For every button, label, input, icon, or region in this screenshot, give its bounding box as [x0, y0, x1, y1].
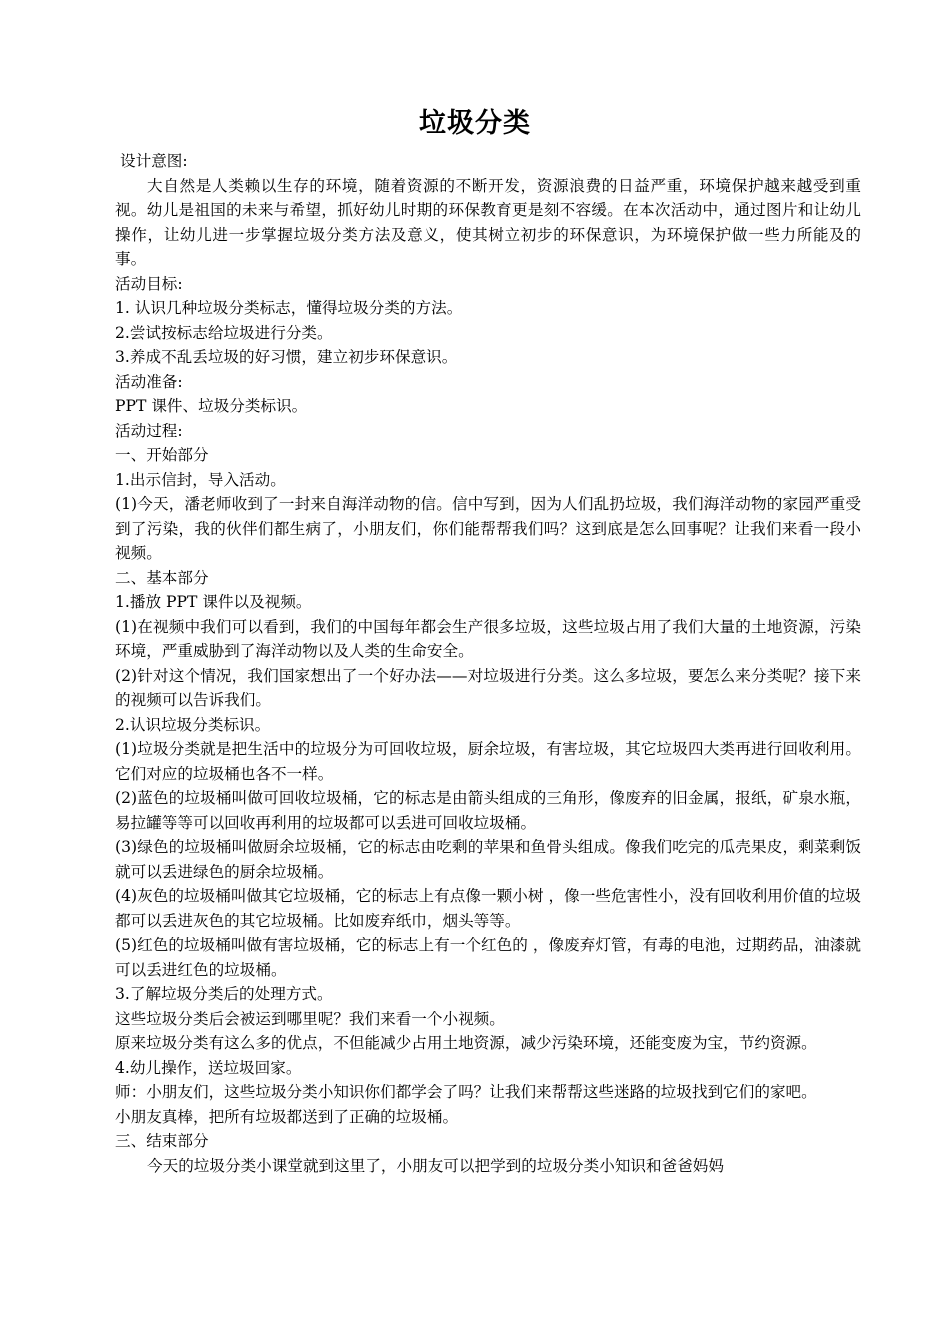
paragraph-sign-5: (5)红色的垃圾桶叫做有害垃圾桶，它的标志上有一个红色的 ，像废弃灯管，有毒的电池，过期药品，油漆就可以丢进红色的垃圾桶。 — [115, 936, 861, 979]
paragraph-ending: 今天的垃圾分类小课堂就到这里了，小朋友可以把学到的垃圾分类小知识和爸爸妈妈 — [147, 1156, 724, 1175]
step-play-ppt: 1.播放 PPT 课件以及视频。 — [115, 593, 312, 611]
step-child-operation: 4.幼儿操作，送垃圾回家。 — [115, 1058, 302, 1077]
section-end: 三、结束部分 — [115, 1132, 209, 1150]
paragraph-letter: (1)今天，潘老师收到了一封来自海洋动物的信。信中写到，因为人们乱扔垃圾，我们海洋动物的家园严重受到了污染，我的伙伴们都生病了，小朋友们，你们能帮帮我们吗？这到底是怎么回事呢？让我们来看一段小视频。 — [115, 495, 861, 562]
heading-activity-goals: 活动目标: — [115, 274, 183, 293]
paragraph-praise: 小朋友真棒，把所有垃圾都送到了正确的垃圾桶。 — [115, 1107, 459, 1126]
paragraph-video-2: (2)针对这个情况，我们国家想出了一个好办法——对垃圾进行分类。这么多垃圾，要怎么来分类呢？接下来的视频可以告诉我们。 — [115, 666, 861, 709]
step-recognize-signs: 2.认识垃圾分类标识。 — [115, 715, 271, 734]
paragraph-processing-2: 原来垃圾分类有这么多的优点，不但能减少占用土地资源，减少污染环境，还能变废为宝，节约资源。 — [115, 1034, 817, 1052]
paragraph-sign-2: (2)蓝色的垃圾桶叫做可回收垃圾桶，它的标志是由箭头组成的三角形，像废弃的旧金属，报纸，矿泉水瓶，易拉罐等等可以回收再利用的垃圾都可以丢进可回收垃圾桶。 — [115, 789, 861, 832]
heading-activity-preparation: 活动准备: — [115, 372, 183, 391]
paragraph-teacher: 师：小朋友们，这些垃圾分类小知识你们都学会了吗？让我们来帮帮这些迷路的垃圾找到它们的家吧。 — [115, 1083, 817, 1101]
step-envelope: 1.出示信封，导入活动。 — [115, 470, 286, 489]
goal-item-2: 2.尝试按标志给垃圾进行分类。 — [115, 323, 333, 342]
heading-activity-process: 活动过程: — [115, 421, 183, 440]
paragraph-sign-3: (3)绿色的垃圾桶叫做厨余垃圾桶，它的标志由吃剩的苹果和鱼骨头组成。像我们吃完的瓜壳果皮，剩菜剩饭就可以丢进绿色的厨余垃圾桶。 — [115, 838, 861, 881]
paragraph-video-1: (1)在视频中我们可以看到，我们的中国每年都会生产很多垃圾，这些垃圾占用了我们大量的土地资源，污染环境，严重威胁到了海洋动物以及人类的生命安全。 — [115, 617, 861, 660]
paragraph-design-intent: 大自然是人类赖以生存的环境，随着资源的不断开发，资源浪费的日益严重，环境保护越来越受到重视。幼儿是祖国的未来与希望，抓好幼儿时期的环保教育更是刻不容缓。在本次活动中，通过图片和让幼儿操作，让幼儿进一步掌握垃圾分类方法及意义，使其树立初步的环保意识，为环境保护做一些力所能及的事。 — [115, 176, 861, 268]
document-body — [115, 149, 861, 1178]
section-basic: 二、基本部分 — [115, 568, 209, 587]
paragraph-sign-4: (4)灰色的垃圾桶叫做其它垃圾桶，它的标志上有点像一颗小树 ，像一些危害性小，没有回收利用价值的垃圾都可以丢进灰色的其它垃圾桶。比如废弃纸巾，烟头等等。 — [115, 887, 861, 930]
paragraph-sign-1: (1)垃圾分类就是把生活中的垃圾分为可回收垃圾，厨余垃圾，有害垃圾，其它垃圾四大类再进行回收利用。它们对应的垃圾桶也各不一样。 — [115, 740, 861, 783]
paragraph-processing-1: 这些垃圾分类后会被运到哪里呢？我们来看一个小视频。 — [115, 1009, 505, 1028]
document-title: 垃圾分类 — [419, 108, 531, 139]
step-processing: 3.了解垃圾分类后的处理方式。 — [115, 985, 333, 1003]
goal-item-1: 1. 认识几种垃圾分类标志，懂得垃圾分类的方法。 — [115, 299, 463, 317]
section-start: 一、开始部分 — [115, 446, 209, 464]
goal-item-3: 3.养成不乱丢垃圾的好习惯，建立初步环保意识。 — [115, 348, 458, 366]
heading-design-intent: 设计意图: — [120, 152, 188, 170]
preparation-text: PPT 课件、垃圾分类标识。 — [115, 397, 308, 415]
